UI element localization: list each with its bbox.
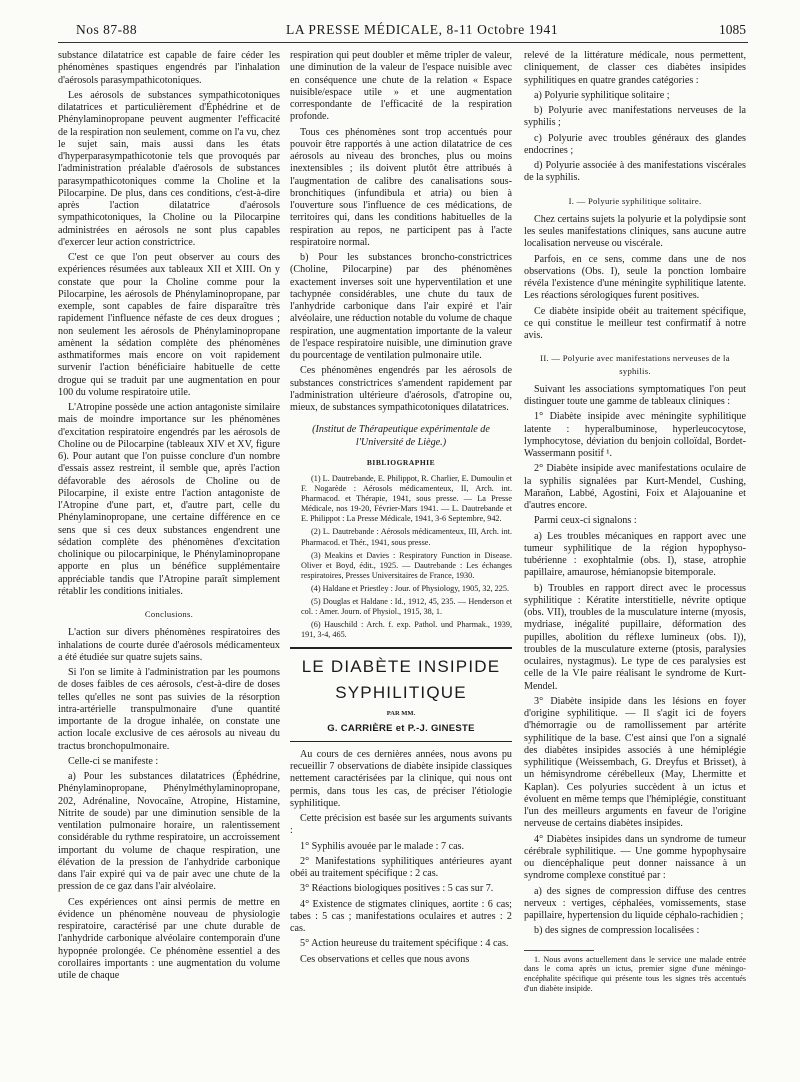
journal-title: LA PRESSE MÉDICALE, 8-11 Octobre 1941 (286, 22, 559, 37)
bibliography-entry: (4) Haldane et Priestley : Jour. of Physiology, 1905, 32, 225. (311, 583, 509, 593)
byline-par: PAR MM. (386, 710, 416, 718)
paragraph: Ces observations et celles que nous avons (300, 953, 470, 965)
list-item: a) Polyurie syphilitique solitaire ; (534, 89, 670, 101)
list-item: 5° Action heureuse du traitement spécifique : 4 cas. (300, 938, 509, 950)
paragraph: 4° Diabètes insipides dans un syndrome de tumeur cérébrale syphilitique. — Une gomme hypophysaire ou diencéphalique peut donner naissance à un syndrome complexe constitué par : (524, 833, 746, 882)
section-heading: II. — Polyurie avec manifestations nerveuses de la syphilis. (540, 353, 730, 376)
issue-number: Nos 87-88 (76, 22, 138, 37)
column-3 (524, 50, 746, 997)
list-item: 2° Manifestations syphilitiques antérieures ayant obéi au traitement spécifique : 2 cas. (290, 855, 512, 880)
list-item: b) Polyurie avec manifestations nerveuses de la syphilis ; (524, 105, 746, 129)
paragraph: b) Troubles en rapport direct avec le processus syphilitique : Kératite interstitielle, névrite optique (obs. VII), troubles de la musculature interne (myosis, mydriase, inégalité pupillaire, déformation des pupilles, abolition du réflexe lumineux (obs. I)), troubles de la musculature externe (ptosis, paralysies oculaires, nystagmus). Le type de ces paralysies est celle de la VIe paire réalisant le syndrome de Kurt-Mendel. (524, 582, 746, 692)
paragraph: a) Les troubles mécaniques en rapport avec une tumeur syphilitique de la région hypophyso-tubérienne : exophtalmie (obs. I), stase, atrophie papillaire, amaurose, hémianopsie bitemporale. (524, 530, 746, 579)
bibliography-entry: (2) L. Dautrebande : Aérosols médicamenteux, III, Arch. int. Pharmacod. et Thér., 1941, sous presse. (301, 527, 512, 547)
paragraph: relevé de la littérature médicale, nous permettent, cliniquement, de classer ces diabètes insipides syphilitiques en quatre grandes catégories : (524, 50, 746, 86)
paragraph: Les aérosols de substances sympathicotoniques dilatatrices et particulièrement d'Éphédrine et de Phénylaminopropane peuvent augmenter l'efficacité de la respiration non seulement, comme on l'a vu, chez le sujet sain, mais aussi dans les états d'hyperparasympathicotonie tels que provoqués par l'administration préalable d'aérosols de substances parasympathicotoniques comme la Choline et la Pilocarpine. De plus, dans ces conditions, c'est-à-dire après l'action dilatatrice d'aérosols sympathicotoniques, la Choline ou la Pilocarpine administrées en aérosols ne sont plus capables d'exercer leur action constrictrice. (58, 89, 280, 248)
article-authors: G. CARRIÈRE et P.-J. GINESTE (327, 722, 475, 734)
bibliography-entry: (6) Hauschild : Arch. f. exp. Pathol. und Pharmak., 1939, 191, 3-4, 465. (301, 620, 512, 640)
paragraph: respiration qui peut doubler et même tripler de valeur, une diminution de la valeur de l'espace nuisible avec en conséquence une chute de la relation « Espace nuisible/espace utile » et une augmentation correspondante de l'efficacité de la respiration profonde. (290, 50, 512, 123)
page-header (58, 22, 748, 43)
paragraph: b) Pour les substances broncho-constrictrices (Choline, Pilocarpine) par des phénomènes exactement inverses soit une hyperventilation et une tachypnée considérables, une chute du taux de l'anhydride carbonique dans l'air expiré et l'air alvéolaire, une réduction notable du volume de chaque respiration, une augmentation importante de la valeur de l'espace respiratoire nuisible, une diminution grave du pourcentage de ventilation pulmonaire utile. (290, 252, 512, 361)
footnote-rule (524, 950, 594, 951)
column-2 (290, 50, 512, 969)
paragraph: Parfois, en ce sens, comme dans une de nos observations (Obs. I), seule la ponction lombaire révéla l'existence d'une méningite syphilitique latente. Les réactions sérologiques furent positives. (524, 253, 746, 302)
institution-note: (Institut de Thérapeutique expérimentale de l'Université de Liège.) (312, 424, 490, 448)
section-rule (290, 647, 512, 649)
title-rule (290, 741, 512, 742)
paragraph: 3° Diabète insipide dans les lésions en foyer d'origine syphilitique. — Il s'agit ici de foyers d'hémorragie ou de ramollissement par artérite syphilitique de la base. C'est ainsi que l'on a signalé des diabètes insipides associés à une hémiplégie syphilitique (Weissembach, G. Dreyfus et Brisset), à un hémisyndrome cérébelleux (May, Lhermitte et Kaplan). Ces polyuries succèdent à un ictus et évoluent en même temps que l'hémiplégie, constituant l'un des meilleurs arguments en faveur de l'origine nerveuse de certains diabètes insipides. (524, 695, 746, 830)
paragraph: substance dilatatrice est capable de faire céder les phénomènes spastiques engendrés par l'inhalation d'aérosols parasympathicotoniques. (58, 50, 280, 86)
paragraph: L'action sur divers phénomènes respiratoires des inhalations de courte durée d'aérosols médicamenteux a été étudiée sur quatre sujets sains. (58, 627, 280, 663)
column-1 (58, 50, 280, 985)
paragraph: Cette précision est basée sur les arguments suivants : (290, 813, 512, 837)
paragraph: Si l'on se limite à l'administration par les poumons de doses faibles de ces aérosols, c'est-à-dire de doses telles qu'elles ne sont pas suivies de la résorption intra-artérielle transpulmonaire d'une quantité importante de la drogue inhalée, on constate une action locale exclusive de ces aérosols au niveau du tractus bronchopulmonaire. (58, 667, 280, 752)
list-item: d) Polyurie associée à des manifestations viscérales de la syphilis. (524, 160, 746, 184)
paragraph: C'est ce que l'on peut observer au cours des expériences résumées aux tableaux XII et XIII. On y constate que pour la Choline comme pour la Pilocarpine, les aérosols de Phénylaminopropane, par exemple, sont capables de faire disparaître très rapidement l'influence néfaste de ces deux drogues ; non seulement les aérosols de Phénylaminopropane amènent la sédation complète des phénomènes asthmatiformes mais encore on voit rapidement survenir l'action bénéficiaire habituelle de cette drogue qui se traduit par une augmentation en pour 100 du volume respiratoire utile. (58, 252, 280, 398)
section-heading: I. — Polyurie syphilitique solitaire. (568, 195, 702, 206)
paragraph: a) Pour les substances dilatatrices (Éphédrine, Phénylaminopropane, Phénylméthylaminopropane, 202, Adrénaline, Novocaïne, Atropine, Histamine, Nitrite de soude) par une diminution sensible de la ventilation pulmonaire horaire, un ralentissement considérable du rythme respiratoire, un accroissement important du volume de chaque respiration, une élévation de la pression de l'anhydride carbonique dans l'air expiré qui va de pair avec une chute de la pression de ce gaz dans l'air alvéolaire. (58, 771, 280, 893)
paragraph: Suivant les associations symptomatiques l'on peut distinguer toute une gamme de tableaux cliniques : (524, 383, 746, 407)
list-item: c) Polyurie avec troubles généraux des glandes endocrines ; (524, 132, 746, 156)
paragraph: Ce diabète insipide obéit au traitement spécifique, ce qui constitue le meilleur test confirmatif à notre avis. (524, 305, 746, 341)
paragraph: Celle-ci se manifeste : (68, 755, 159, 767)
footnote: 1. Nous avons actuellement dans le service une malade entrée dans le coma après un ictus, premier signe d'une méningo-encéphalite spécifique qui présente tous les signes très accentués d'un diabète insipide. (524, 954, 746, 993)
bibliography-heading: BIBLIOGRAPHIE (366, 457, 436, 467)
paragraph: Ces phénomènes engendrés par les aérosols de substances constrictrices s'amendent rapidement par l'administration ultérieure d'aérosols, d'atropine ou, mieux, de substances sympathicotoniques dilatatrices. (290, 365, 512, 413)
paragraph: a) des signes de compression diffuse des centres nerveux : vertiges, céphalées, vomissements, stase papillaire, hypertension du liquide céphalo-rachidien ; (524, 885, 746, 921)
paragraph: 2° Diabète insipide avec manifestations oculaire de la syphilis signalées par Kurt-Mendel, Cushing, Marañon, Labbé, Agostini, Foix et Alajouanine et d'autres encore. (524, 463, 746, 511)
paragraph: b) des signes de compression localisées : (534, 925, 700, 937)
bibliography-entry: (3) Meakins et Davies : Respiratory Function in Disease. Oliver et Boyd, édit., 1925. — Dautrebande : Les échanges respiratoires, Presses Universitaires de France, 1930. (301, 550, 512, 580)
paragraph: Tous ces phénomènes sont trop accentués pour pouvoir être rapportés à une action dilatatrice de ces aérosols au niveau des bronches, plus ou moins inextensibles ; ils doivent plutôt être attribués à l'augmentation de calibre des canalisations sous-bronchitiques (infundibula et atria) ou bien à l'ouverture sous l'influence de ces médications, de territoires qui, dans les conditions habituelles de la respiration au repos, ne participent pas à l'acte respiratoire normal. (290, 126, 512, 248)
bibliography-entry: (1) L. Dautrebande, E. Philippot, R. Charlier, E. Dumoulin et F. Nogarède : Aérosols médicamenteux, II, Arch. int. Pharmacod. et Thérapie, 1941, sous presse. — La Presse Médicale, nos 19-20, Février-Mars 1941. — L. Dautrebande et E. Philippot : La Presse Médicale, 1941, 3-6 Septembre, 942. (301, 474, 512, 524)
paragraph: Ces expériences ont ainsi permis de mettre en évidence un phénomène nouveau de physiologie respiratoire, caractérisé par une chute durable de l'anhydride carbonique alvéolaire contemporain d'une hypopnée prolongée. Ce phénomène essentiel a des corollaires importants : une augmentation du volume utile de chaque (58, 896, 280, 981)
article-title-line-2: SYPHILITIQUE (335, 683, 467, 703)
list-item: 4° Existence de stigmates cliniques, aortite : 6 cas; tabes : 5 cas ; manifestations oculaires et autres : 2 cas. (290, 898, 512, 935)
paragraph: L'Atropine possède une action antagoniste similaire mais de moindre importance sur les phénomènes d'excitation respiratoire engendrés par les aérosols de Choline ou de Pilocarpine (tableaux XIV et XV, figure 6). Pour autant que l'on puisse conclure d'un nombre d'essais assez restreint, il semble que, après l'action défavorable des aérosols de Choline ou de Pilocarpine, il existe entre l'action antagoniste de l'Atropine d'une part, et, d'autre part, celle du Phénylaminopropane, une certaine différence en ce sens que si ces deux substances engendrent une sédation complète des phénomènes d'excitation cholinique ou pilocarpinique, le Phénylaminopropane apporte en plus un bénéfice supplémentaire appréciable tandis que l'Atropine paraît simplement rétablir les conditions initiales. (58, 402, 280, 597)
list-item: 1° Syphilis avouée par le malade : 7 cas. (300, 840, 465, 852)
bibliography-entry: (5) Douglas et Haldane : Id., 1912, 45, 235. — Henderson et col. : Amer. Journ. of Physiol., 1915, 38, 1. (301, 597, 512, 617)
paragraph: 1° Diabète insipide avec méningite syphilitique latente : hyperalbuminose, hyperleucocytose, lymphocytose, déviation du benjoin colloïdal, Bordet-Wassermann positif ¹. (524, 411, 746, 459)
paragraph: Parmi ceux-ci signalons : (534, 515, 637, 527)
conclusions-heading: Conclusions. (144, 609, 194, 619)
paragraph: Au cours de ces dernières années, nous avons pu recueillir 7 observations de diabète insipide classiques nettement caractérisées par la clinique, qui nous ont permis, dans tous les cas, de préciser l'étiologie syphilitique. (290, 748, 512, 809)
list-item: 3° Réactions biologiques positives : 5 cas sur 7. (300, 883, 494, 895)
paragraph: Chez certains sujets la polyurie et la polydipsie sont les seules manifestations cliniques, sans aucune autre localisation nerveuse ou viscérale. (524, 213, 746, 250)
page-number: 1085 (719, 22, 746, 37)
article-title-line-1: LE DIABÈTE INSIPIDE (301, 657, 501, 677)
